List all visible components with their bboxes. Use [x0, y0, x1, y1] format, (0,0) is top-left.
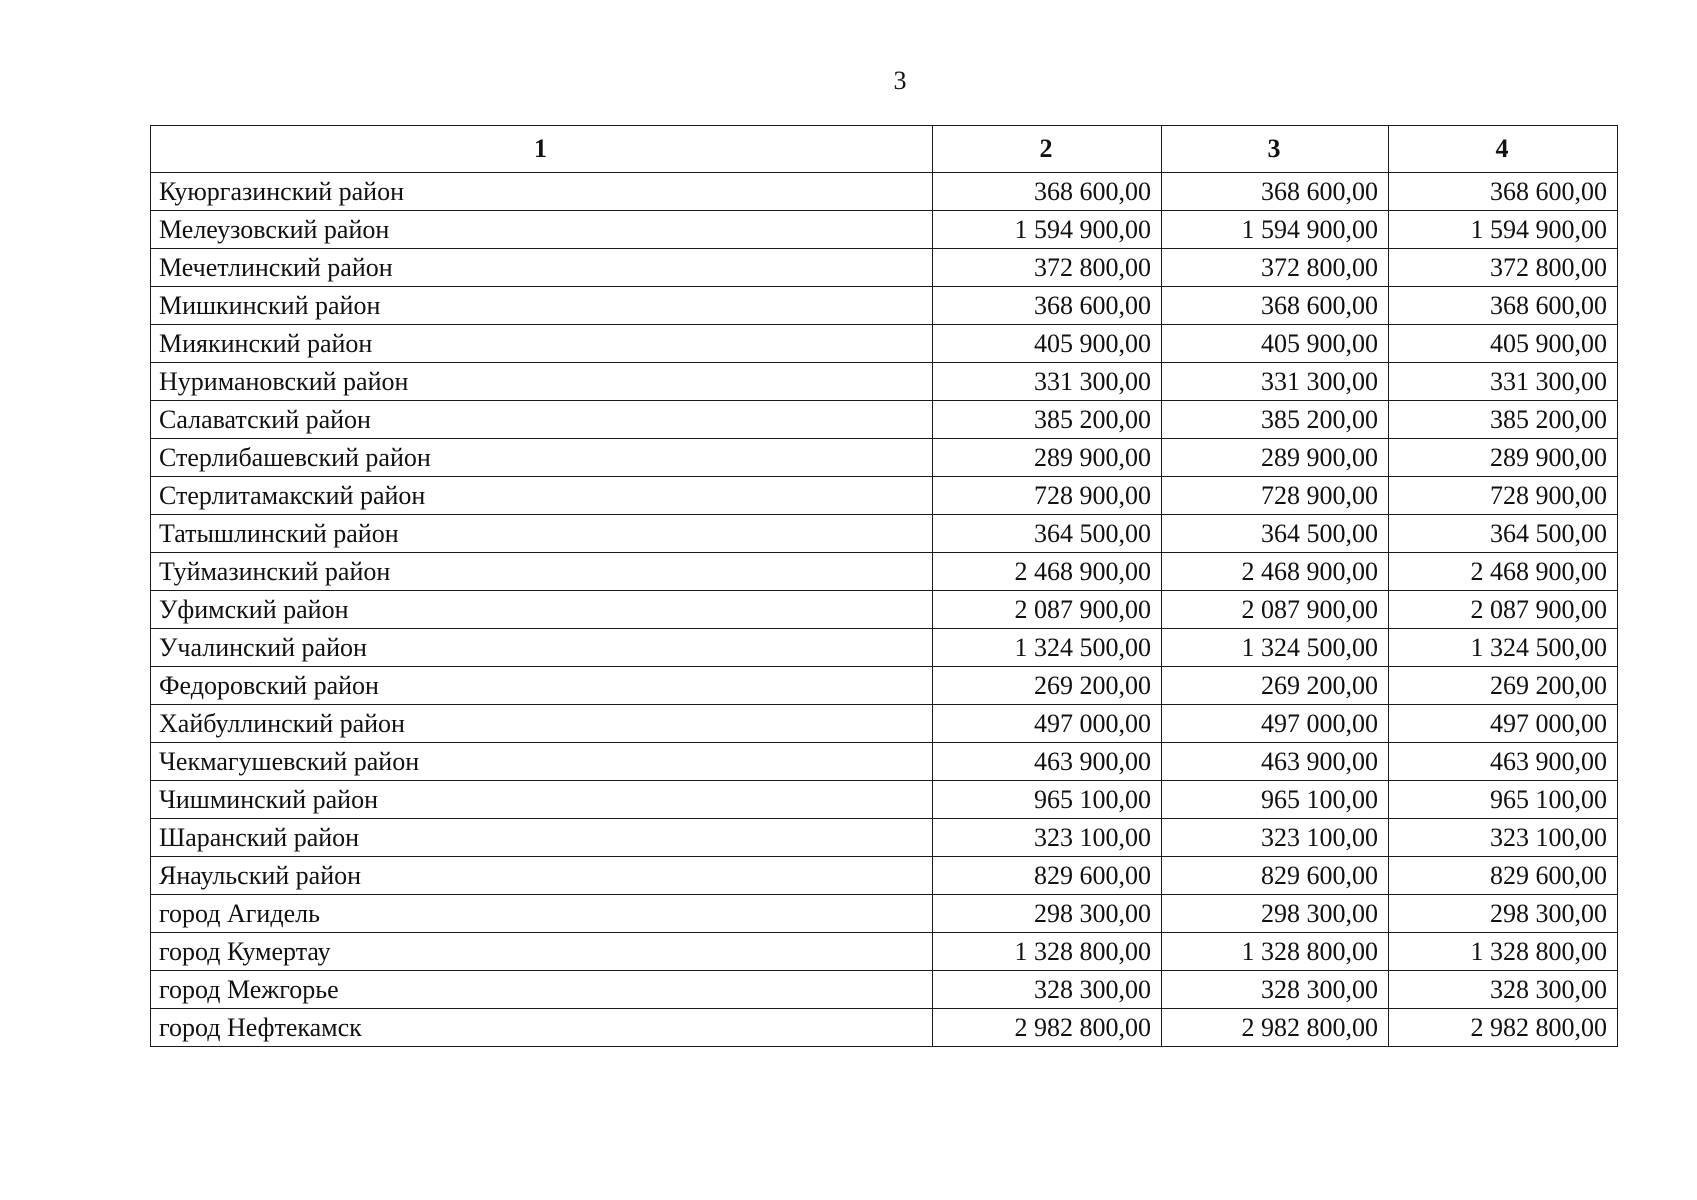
table-row: [151, 401, 1618, 439]
page-number: 3: [893, 66, 907, 95]
amount-cell: 405 900,00: [933, 325, 1162, 363]
amount-cell: 2 982 800,00: [1389, 1009, 1618, 1047]
column-header-3: 3: [1162, 126, 1389, 173]
amount-cell: 497 000,00: [1162, 705, 1389, 743]
municipality-name-cell: город Агидель: [151, 895, 933, 933]
municipality-name-cell: город Межгорье: [151, 971, 933, 1009]
amount-cell: 323 100,00: [933, 819, 1162, 857]
amount-cell: 269 200,00: [1162, 667, 1389, 705]
amount-cell: 364 500,00: [933, 515, 1162, 553]
amount-cell: 2 982 800,00: [933, 1009, 1162, 1047]
amount-cell: 328 300,00: [1389, 971, 1618, 1009]
amount-cell: 1 324 500,00: [1162, 629, 1389, 667]
table-row: [151, 249, 1618, 287]
amount-cell: 1 328 800,00: [933, 933, 1162, 971]
amount-cell: 1 594 900,00: [1162, 211, 1389, 249]
table-row: [151, 629, 1618, 667]
table-row: [151, 895, 1618, 933]
table-row: [151, 667, 1618, 705]
table-row: [151, 933, 1618, 971]
municipality-name-cell: Чекмагушевский район: [151, 743, 933, 781]
amount-cell: 1 324 500,00: [933, 629, 1162, 667]
municipality-name-cell: Уфимский район: [151, 591, 933, 629]
table-row: [151, 857, 1618, 895]
table-row: [151, 591, 1618, 629]
amount-cell: 385 200,00: [1162, 401, 1389, 439]
amount-cell: 323 100,00: [1162, 819, 1389, 857]
table-body: [151, 173, 1618, 1047]
amount-cell: 328 300,00: [933, 971, 1162, 1009]
amount-cell: 405 900,00: [1389, 325, 1618, 363]
table-row: [151, 325, 1618, 363]
amount-cell: 2 087 900,00: [1162, 591, 1389, 629]
amount-cell: 829 600,00: [1162, 857, 1389, 895]
amount-cell: 463 900,00: [933, 743, 1162, 781]
amount-cell: 289 900,00: [1162, 439, 1389, 477]
municipality-name-cell: город Нефтекамск: [151, 1009, 933, 1047]
table-row: [151, 439, 1618, 477]
amount-cell: 385 200,00: [1389, 401, 1618, 439]
amount-cell: 829 600,00: [933, 857, 1162, 895]
column-header-4: 4: [1389, 126, 1618, 173]
amount-cell: 289 900,00: [1389, 439, 1618, 477]
amount-cell: 372 800,00: [1389, 249, 1618, 287]
table-row: [151, 553, 1618, 591]
municipality-name-cell: Стерлибашевский район: [151, 439, 933, 477]
column-header-1: 1: [151, 126, 933, 173]
amount-cell: 331 300,00: [1389, 363, 1618, 401]
table-row: [151, 819, 1618, 857]
amount-cell: 1 594 900,00: [933, 211, 1162, 249]
amount-cell: 328 300,00: [1162, 971, 1389, 1009]
amount-cell: 965 100,00: [933, 781, 1162, 819]
amount-cell: 364 500,00: [1162, 515, 1389, 553]
amount-cell: 728 900,00: [1389, 477, 1618, 515]
amount-cell: 2 982 800,00: [1162, 1009, 1389, 1047]
amount-cell: 497 000,00: [933, 705, 1162, 743]
amount-cell: 2 468 900,00: [1162, 553, 1389, 591]
amount-cell: 965 100,00: [1162, 781, 1389, 819]
table-row: [151, 705, 1618, 743]
amount-cell: 289 900,00: [933, 439, 1162, 477]
amount-cell: 364 500,00: [1389, 515, 1618, 553]
amount-cell: 298 300,00: [1162, 895, 1389, 933]
amount-cell: 385 200,00: [933, 401, 1162, 439]
amount-cell: 368 600,00: [1389, 287, 1618, 325]
municipality-name-cell: Куюргазинский район: [151, 173, 933, 211]
table-row: [151, 211, 1618, 249]
amount-cell: 368 600,00: [933, 173, 1162, 211]
amount-cell: 372 800,00: [933, 249, 1162, 287]
table-header-row: [151, 126, 1618, 173]
municipality-name-cell: Туймазинский район: [151, 553, 933, 591]
table-row: [151, 363, 1618, 401]
municipality-name-cell: Миякинский район: [151, 325, 933, 363]
table-row: [151, 781, 1618, 819]
amount-cell: 368 600,00: [1162, 287, 1389, 325]
amount-cell: 368 600,00: [1389, 173, 1618, 211]
allocation-table: [150, 125, 1618, 1047]
amount-cell: 1 324 500,00: [1389, 629, 1618, 667]
amount-cell: 497 000,00: [1389, 705, 1618, 743]
municipality-name-cell: Стерлитамакский район: [151, 477, 933, 515]
amount-cell: 269 200,00: [1389, 667, 1618, 705]
amount-cell: 405 900,00: [1162, 325, 1389, 363]
table-row: [151, 743, 1618, 781]
municipality-name-cell: Татышлинский район: [151, 515, 933, 553]
amount-cell: 463 900,00: [1162, 743, 1389, 781]
amount-cell: 2 087 900,00: [1389, 591, 1618, 629]
amount-cell: 331 300,00: [1162, 363, 1389, 401]
table-row: [151, 173, 1618, 211]
municipality-name-cell: Хайбуллинский район: [151, 705, 933, 743]
amount-cell: 2 468 900,00: [1389, 553, 1618, 591]
municipality-name-cell: Чишминский район: [151, 781, 933, 819]
amount-cell: 298 300,00: [933, 895, 1162, 933]
amount-cell: 965 100,00: [1389, 781, 1618, 819]
amount-cell: 323 100,00: [1389, 819, 1618, 857]
amount-cell: 372 800,00: [1162, 249, 1389, 287]
amount-cell: 368 600,00: [933, 287, 1162, 325]
municipality-name-cell: Янаульский район: [151, 857, 933, 895]
amount-cell: 269 200,00: [933, 667, 1162, 705]
column-header-2: 2: [933, 126, 1162, 173]
amount-cell: 368 600,00: [1162, 173, 1389, 211]
amount-cell: 463 900,00: [1389, 743, 1618, 781]
amount-cell: 2 087 900,00: [933, 591, 1162, 629]
municipality-name-cell: Нуримановский район: [151, 363, 933, 401]
table-row: [151, 971, 1618, 1009]
table-row: [151, 287, 1618, 325]
municipality-name-cell: Мелеузовский район: [151, 211, 933, 249]
municipality-name-cell: Мечетлинский район: [151, 249, 933, 287]
amount-cell: 331 300,00: [933, 363, 1162, 401]
amount-cell: 2 468 900,00: [933, 553, 1162, 591]
municipality-name-cell: Учалинский район: [151, 629, 933, 667]
amount-cell: 1 328 800,00: [1389, 933, 1618, 971]
amount-cell: 728 900,00: [933, 477, 1162, 515]
amount-cell: 298 300,00: [1389, 895, 1618, 933]
amount-cell: 728 900,00: [1162, 477, 1389, 515]
municipality-name-cell: Федоровский район: [151, 667, 933, 705]
municipality-name-cell: Мишкинский район: [151, 287, 933, 325]
table-row: [151, 1009, 1618, 1047]
amount-cell: 1 594 900,00: [1389, 211, 1618, 249]
municipality-name-cell: город Кумертау: [151, 933, 933, 971]
amount-cell: 1 328 800,00: [1162, 933, 1389, 971]
table-row: [151, 515, 1618, 553]
amount-cell: 829 600,00: [1389, 857, 1618, 895]
municipality-name-cell: Салаватский район: [151, 401, 933, 439]
table-row: [151, 477, 1618, 515]
municipality-name-cell: Шаранский район: [151, 819, 933, 857]
